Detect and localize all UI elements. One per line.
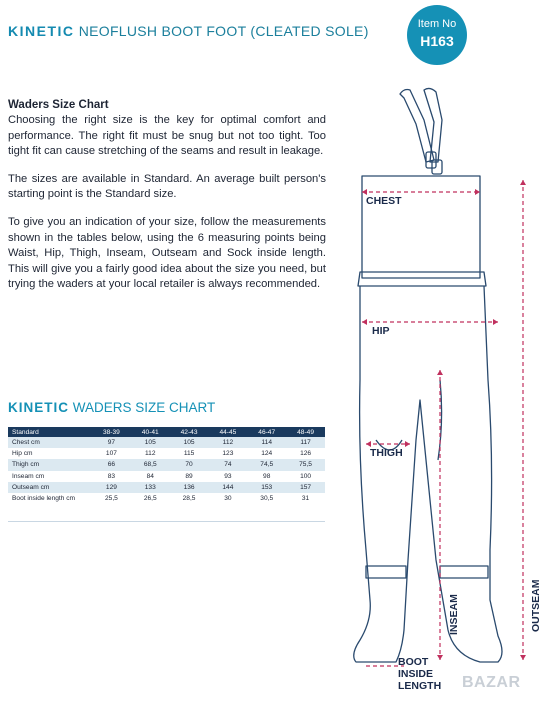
table-cell: 70 <box>170 459 209 470</box>
chest-arrow-right <box>475 189 480 195</box>
boot-label-line-1: BOOT <box>398 656 429 668</box>
column-header: 40-41 <box>131 427 170 437</box>
table-cell: 157 <box>286 482 325 493</box>
item-number-badge <box>407 5 467 65</box>
item-no-label: Item No <box>417 18 457 30</box>
intro-paragraph-2: The sizes are available in Standard. An average built person's starting point is the Standard size. <box>8 172 326 201</box>
wader-outline-svg <box>330 80 553 699</box>
row-label: Outseam cm <box>8 482 92 493</box>
table-cell: 98 <box>247 471 286 482</box>
thigh-arrow-right <box>405 441 410 447</box>
row-label: Chest cm <box>8 437 92 448</box>
left-strap <box>400 90 434 163</box>
table-cell: 123 <box>208 448 247 459</box>
row-label: Hip cm <box>8 448 92 459</box>
table-cell: 112 <box>208 437 247 448</box>
table-cell: 89 <box>170 471 209 482</box>
table-cell: 75,5 <box>286 459 325 470</box>
right-strap <box>424 88 442 162</box>
inseam-arrow-top <box>437 370 443 375</box>
column-header: 46-47 <box>247 427 286 437</box>
table-row <box>8 482 325 493</box>
column-header: 48-49 <box>286 427 325 437</box>
table-cell: 28,5 <box>170 493 209 504</box>
legs <box>354 286 502 662</box>
table-cell: 25,5 <box>92 493 131 504</box>
intro-paragraph-1: Choosing the right size is the key for optimal comfort and performance. The right fit must be snug but not too tight. Too tight fit can cause stretching of the seams and result in leakage. <box>8 114 326 158</box>
chest-label: CHEST <box>366 195 402 207</box>
intro-text <box>8 98 326 305</box>
table-row <box>8 493 325 504</box>
table-cell: 117 <box>286 437 325 448</box>
size-table <box>8 427 325 504</box>
row-label: Inseam cm <box>8 471 92 482</box>
table-row <box>8 471 325 482</box>
product-title <box>8 23 369 39</box>
table-cell: 26,5 <box>131 493 170 504</box>
hip-arrow-left <box>362 319 367 325</box>
table-cell: 153 <box>247 482 286 493</box>
thigh-label: THIGH <box>370 447 403 459</box>
hip-arrow-right <box>493 319 498 325</box>
outseam-arrow-top <box>520 180 526 185</box>
size-chart-title <box>8 400 215 415</box>
table-row <box>8 437 325 448</box>
intro-paragraph-3: To give you an indication of your size, follow the measurements shown in the tables below, using the 6 measuring points being Waist, Hip, Thigh, Inseam, Outseam and Sock inside length. This will give you a fairly good idea about the size you need, but trying the waders at your local retailer is always recommended. <box>8 215 326 291</box>
left-boot-cuff <box>366 566 406 578</box>
product-name: NEOFLUSH BOOT FOOT (CLEATED SOLE) <box>78 23 369 39</box>
table-cell: 83 <box>92 471 131 482</box>
table-cell: 114 <box>247 437 286 448</box>
table-cell: 74 <box>208 459 247 470</box>
table-cell: 66 <box>92 459 131 470</box>
wader-diagram <box>330 80 553 699</box>
brand-name: KINETIC <box>8 23 75 39</box>
size-chart-heading: WADERS SIZE CHART <box>72 400 216 415</box>
table-cell: 74,5 <box>247 459 286 470</box>
table-bottom-rule <box>8 521 325 522</box>
boot-inside-length-label <box>398 656 441 692</box>
torso <box>362 176 480 278</box>
header <box>0 0 553 72</box>
outseam-arrow-bottom <box>520 655 526 660</box>
table-cell: 97 <box>92 437 131 448</box>
column-header: 38-39 <box>92 427 131 437</box>
waist-belt <box>358 272 486 286</box>
table-cell: 68,5 <box>131 459 170 470</box>
hip-label: HIP <box>372 325 390 337</box>
size-table-header-row <box>8 427 325 437</box>
table-cell: 144 <box>208 482 247 493</box>
table-cell: 126 <box>286 448 325 459</box>
watermark: BAZAR <box>462 674 521 691</box>
table-cell: 107 <box>92 448 131 459</box>
table-row <box>8 459 325 470</box>
table-cell: 30 <box>208 493 247 504</box>
table-cell: 30,5 <box>247 493 286 504</box>
table-cell: 124 <box>247 448 286 459</box>
column-header: 42-43 <box>170 427 209 437</box>
table-cell: 133 <box>131 482 170 493</box>
table-cell: 105 <box>131 437 170 448</box>
table-cell: 31 <box>286 493 325 504</box>
boot-label-line-3: LENGTH <box>398 680 442 692</box>
table-cell: 115 <box>170 448 209 459</box>
row-label: Boot inside length cm <box>8 493 92 504</box>
inseam-label: INSEAM <box>448 594 460 635</box>
table-cell: 84 <box>131 471 170 482</box>
right-boot-cuff <box>440 566 488 578</box>
table-cell: 93 <box>208 471 247 482</box>
column-header: 44-45 <box>208 427 247 437</box>
intro-heading: Waders Size Chart <box>8 99 109 111</box>
boot-label-line-2: INSIDE <box>398 668 434 680</box>
table-cell: 105 <box>170 437 209 448</box>
table-cell: 136 <box>170 482 209 493</box>
outseam-label: OUTSEAM <box>530 579 542 632</box>
table-cell: 112 <box>131 448 170 459</box>
column-header: Standard <box>8 427 92 437</box>
item-no-value: H163 <box>420 33 454 49</box>
size-chart-brand: KINETIC <box>8 400 69 415</box>
table-cell: 100 <box>286 471 325 482</box>
row-label: Thigh cm <box>8 459 92 470</box>
table-row <box>8 448 325 459</box>
table-cell: 129 <box>92 482 131 493</box>
